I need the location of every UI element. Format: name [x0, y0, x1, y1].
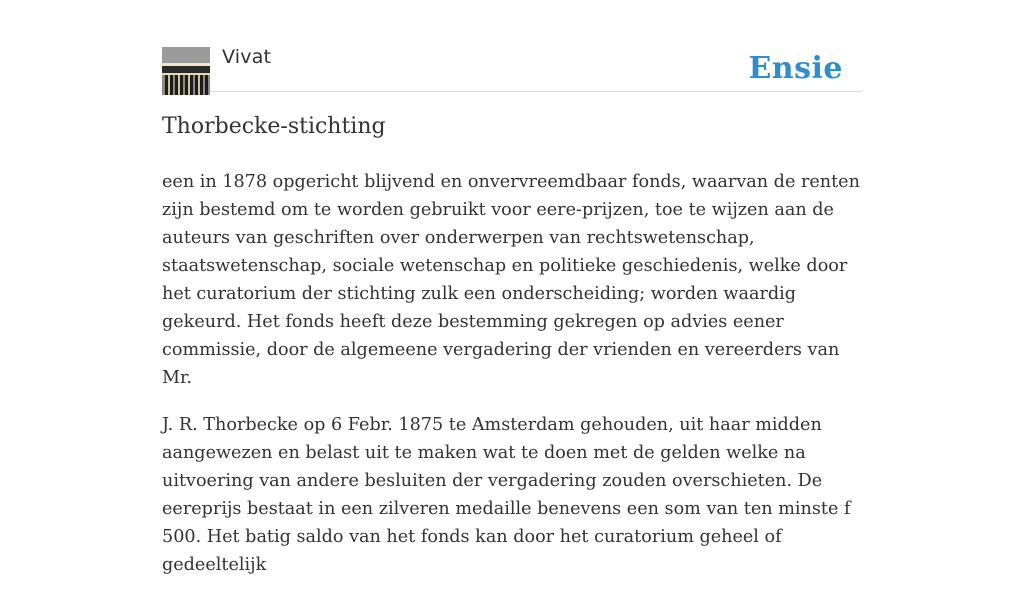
brand-logo[interactable]: Ensie	[748, 51, 843, 86]
paragraph: een in 1878 opgericht blijvend en onvervreemdbaar fonds, waarvan de renten zijn bestemd om te worden gebruikt voor eere-prijzen, toe te wijzen aan de auteurs van geschriften over onderwerpen van rechtswetenschap, staatswetenschap, sociale wetenschap en politieke geschiedenis, welke door het curatorium der stichting zulk een onderscheiding; worden waardig gekeurd. Het fonds heeft deze bestemming gekregen op advies eener commissie, door de algemeene vergadering der vrienden en vereerders van Mr.	[162, 172, 860, 388]
bookshelf-avatar-icon	[162, 47, 210, 95]
paragraph: J. R. Thorbecke op 6 Febr. 1875 te Amsterdam gehouden, uit haar midden aangewezen en belast uit te maken wat te doen met de gelden welke na uitvoering van andere besluiten der vergadering zouden overschieten. De eereprijs bestaat in een zilveren medaille benevens een som van ten minste f 500. Het batig saldo van het fonds kan door het curatorium geheel of gedeeltelijk	[162, 415, 851, 575]
author-name[interactable]: Vivat	[222, 46, 272, 68]
article-body	[162, 168, 867, 598]
header	[162, 46, 862, 92]
page-title: Thorbecke-stichting	[162, 114, 386, 139]
author-avatar[interactable]	[162, 47, 210, 95]
